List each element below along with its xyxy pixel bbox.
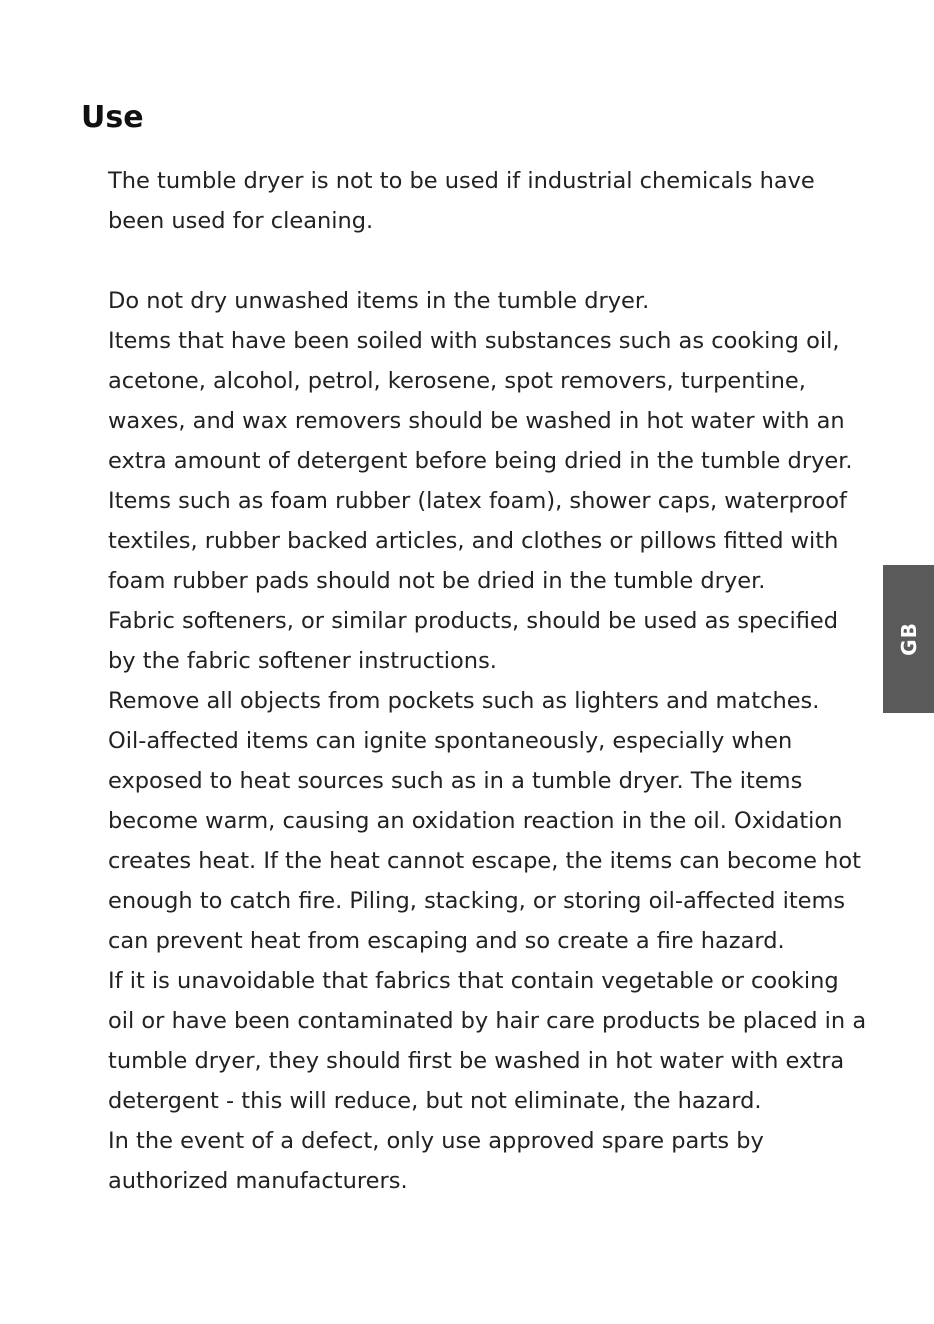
language-tab xyxy=(883,565,934,713)
paragraph-soiled-items: Items that have been soiled with substances such as cooking oil, acetone, alcohol, petrol, kerosene, spot removers, turpentine, waxes, and wax removers should be washed in hot water with an extra amount of detergent before being dried in the tumble dryer. xyxy=(108,328,853,474)
paragraph-foam-rubber: Items such as foam rubber (latex foam), shower caps, waterproof textiles, rubber backed articles, and clothes or pillows fitted with foam rubber pads should not be dried in the tumble dryer. xyxy=(108,488,847,594)
paragraph-pockets: Remove all objects from pockets such as lighters and matches. xyxy=(108,688,820,714)
body-text xyxy=(108,161,868,1201)
page-title: Use xyxy=(81,100,144,135)
paragraph-unwashed-items: Do not dry unwashed items in the tumble dryer. xyxy=(108,288,650,314)
paragraph-spare-parts: In the event of a defect, only use approved spare parts by authorized manufacturers. xyxy=(108,1128,764,1194)
language-tab-label: GB xyxy=(896,622,921,656)
paragraph-spacer xyxy=(108,241,868,281)
paragraph-industrial-chemicals: The tumble dryer is not to be used if industrial chemicals have been used for cleaning. xyxy=(108,168,815,234)
paragraph-oil-affected: Oil-affected items can ignite spontaneously, especially when exposed to heat sources such as in a tumble dryer. The items become warm, causing an oxidation reaction in the oil. Oxidation creates heat. If the heat cannot escape, the items can become hot enough to catch fire. Piling, stacking, or storing oil-affected items can prevent heat from escaping and so create a fire hazard. xyxy=(108,728,861,954)
paragraph-fabric-softeners: Fabric softeners, or similar products, should be used as specified by the fabric softener instructions. xyxy=(108,608,839,674)
paragraph-unavoidable-oil: If it is unavoidable that fabrics that contain vegetable or cooking oil or have been contaminated by hair care products be placed in a tumble dryer, they should first be washed in hot water with extra detergent - this will reduce, but not eliminate, the hazard. xyxy=(108,968,867,1114)
